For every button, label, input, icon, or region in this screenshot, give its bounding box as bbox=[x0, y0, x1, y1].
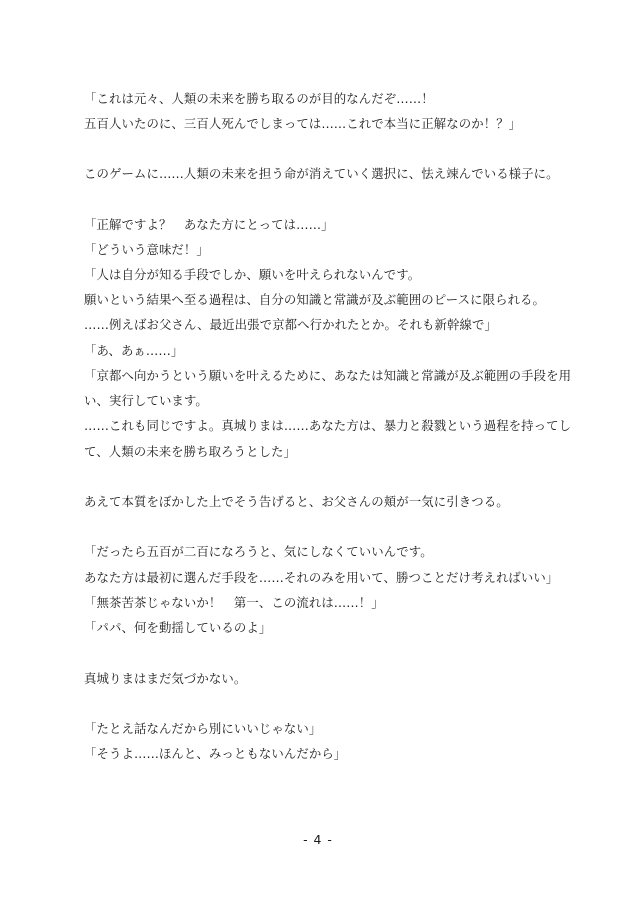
text-line-19: 真城りまはまだ気づかない。 bbox=[84, 671, 247, 686]
text-line-18: 「パパ、何を動揺しているのよ」 bbox=[84, 620, 272, 635]
text-line-17: 「無茶苦茶じゃないか！ 第一、この流れは……！」 bbox=[84, 595, 384, 610]
text-line-8: ……例えばお父さん、最近出張で京都へ行かれたとか。それも新幹線で」 bbox=[84, 317, 497, 332]
text-line-3: このゲームに……人類の未来を担う命が消えていく選択に、怯え竦んでいる様子に。 bbox=[84, 166, 559, 181]
text-line-9: 「あ、あぁ……」 bbox=[84, 343, 184, 358]
text-line-14: あえて本質をぼかした上でそう告げると、お父さんの頬が一気に引きつる。 bbox=[84, 494, 509, 509]
page-number: - 4 - bbox=[303, 832, 333, 847]
text-line-10: 「京都へ向かうという願いを叶えるために、あなたは知識と常識が及ぶ範囲の手段を用 bbox=[84, 368, 572, 383]
text-line-6: 「人は自分が知る手段でしか、願いを叶えられないんです。 bbox=[84, 267, 421, 282]
text-line-15: 「だったら五百が二百になろうと、気にしなくていいんです。 bbox=[84, 544, 433, 559]
text-line-7: 願いという結果へ至る過程は、自分の知識と常識が及ぶ範囲のピースに限られる。 bbox=[84, 292, 546, 307]
text-line-13: て、人類の未来を勝ち取ろうとした」 bbox=[84, 444, 297, 459]
text-line-5: 「どういう意味だ！」 bbox=[84, 242, 209, 257]
text-line-16: あなた方は最初に選んだ手段を……それのみを用いて、勝つことだけ考えればいい」 bbox=[84, 570, 559, 585]
text-line-20: 「たとえ話なんだから別にいいじゃない」 bbox=[84, 721, 322, 736]
text-line-1: 「これは元々、人類の未来を勝ち取るのが目的なんだぞ……！ bbox=[84, 91, 434, 106]
text-line-11: い、実行しています。 bbox=[84, 393, 208, 408]
text-line-21: 「そうよ……ほんと、みっともないんだから」 bbox=[84, 746, 347, 761]
text-line-4: 「正解ですよ？ あなた方にとっては……」 bbox=[84, 217, 334, 232]
text-line-2: 五百人いたのに、三百人死んでしまっては……これで本当に正解なのか！？」 bbox=[84, 116, 522, 131]
text-line-12: ……これも同じですよ。真城りまは……あなた方は、暴力と殺戮という過程を持ってし bbox=[84, 418, 572, 433]
